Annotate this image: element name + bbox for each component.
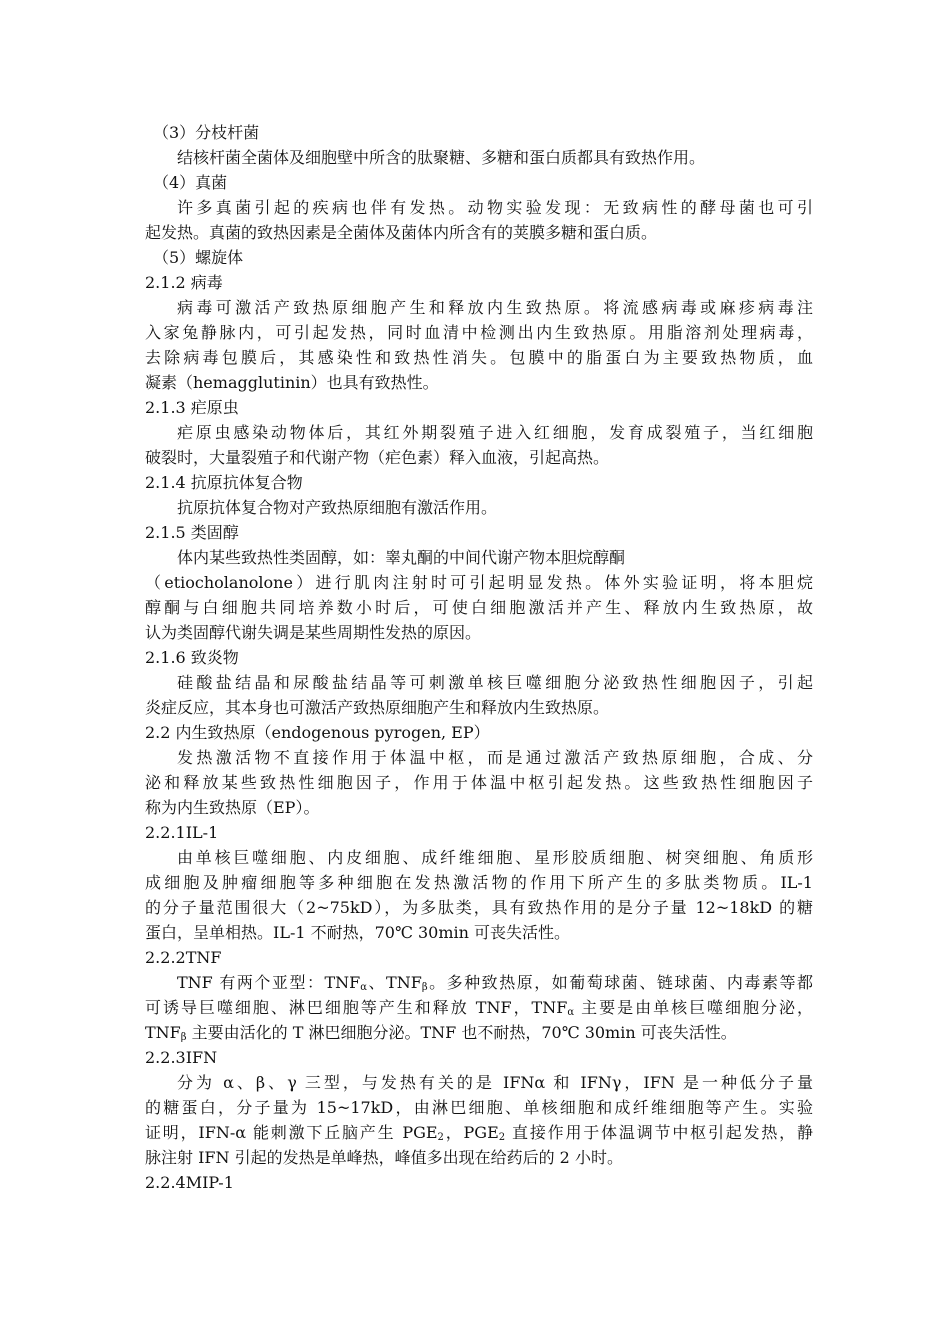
- text-line: 2.2.3IFN: [145, 1048, 218, 1067]
- text-line: 许多真菌引起的疾病也伴有发热。动物实验发现：无致病性的酵母菌也可引: [177, 198, 813, 217]
- subscript: 2: [437, 1132, 444, 1143]
- subscript: 2: [498, 1132, 506, 1143]
- text-line: 的糖蛋白，分子量为 15~17kD，由淋巴细胞、单核细胞和成纤维细胞等产生。实验: [145, 1098, 813, 1117]
- text-line: 2.2.1IL-1: [145, 823, 219, 842]
- text-line: [145, 1020, 813, 1045]
- text-span: 直接作用于体温调节中枢引起发热，静: [505, 1123, 813, 1142]
- subscript: α: [360, 982, 368, 993]
- text-line: 炎症反应，其本身也可激活产致热原细胞产生和释放内生致热原。: [145, 698, 610, 717]
- subscript: β: [421, 982, 428, 993]
- text-line: 2.1.4 抗原抗体复合物: [145, 473, 303, 492]
- text-line: 发热激活物不直接作用于体温中枢，而是通过激活产致热原细胞，合成、分: [177, 748, 813, 767]
- text-line: 破裂时，大量裂殖子和代谢产物（疟色素）释入血液，引起高热。: [145, 448, 610, 467]
- text-line: 称为内生致热原（EP）。: [145, 798, 320, 817]
- text-span: TNF 有两个亚型：TNF: [177, 973, 361, 992]
- text-span: 、TNF: [367, 973, 422, 992]
- text-span: 主要是由单核巨噬细胞分泌，: [574, 998, 813, 1017]
- text-span: ，PGE: [443, 1123, 499, 1142]
- text-line: 2.2.4MIP-1: [145, 1173, 234, 1192]
- text-block-tnf: [145, 970, 813, 1045]
- text-line: 体内某些致热性类固醇，如：睾丸酮的中间代谢产物本胆烷醇酮: [177, 548, 626, 567]
- text-line: 成细胞及肿瘤细胞等多种细胞在发热激活物的作用下所产生的多肽类物质。IL-1: [145, 873, 813, 892]
- text-line: （4）真菌: [153, 173, 228, 192]
- text-line: 醇酮与白细胞共同培养数小时后，可使白细胞激活并产生、释放内生致热原，故: [145, 598, 813, 617]
- text-span: 。多种致热原，如葡萄球菌、链球菌、内毒素等都: [427, 973, 813, 992]
- document-page: [145, 120, 813, 1195]
- text-line: （3）分枝杆菌: [153, 123, 260, 142]
- text-block-pge: [145, 1120, 813, 1145]
- text-line: 2.1.2 病毒: [145, 273, 223, 292]
- text-line: 2.1.6 致炎物: [145, 648, 239, 667]
- text-span: TNF: [145, 1023, 181, 1042]
- subscript: α: [567, 1007, 575, 1018]
- text-line: 2.1.5 类固醇: [145, 523, 239, 542]
- text-span: 主要由活化的 T 淋巴细胞分泌。TNF 也不耐热，70℃ 30min 可丧失活性。: [186, 1023, 737, 1042]
- text-line: 抗原抗体复合物对产致热原细胞有激活作用。: [177, 498, 498, 517]
- text-line: 2.1.3 疟原虫: [145, 398, 239, 417]
- text-span: 可诱导巨噬细胞、淋巴细胞等产生和释放 TNF，TNF: [145, 998, 568, 1017]
- text-line: 2.2 内生致热原（endogenous pyrogen, EP）: [145, 723, 490, 742]
- subscript: β: [180, 1032, 187, 1043]
- text-line: 泌和释放某些致热性细胞因子，作用于体温中枢引起发热。这些致热性细胞因子: [145, 773, 813, 792]
- text-line: [145, 995, 813, 1020]
- text-line: 疟原虫感染动物体后，其红外期裂殖子进入红细胞，发育成裂殖子，当红细胞: [177, 423, 813, 442]
- text-line: 凝素（hemagglutinin）也具有致热性。: [145, 373, 439, 392]
- text-line: 病毒可激活产致热原细胞产生和释放内生致热原。将流感病毒或麻疹病毒注: [177, 298, 813, 317]
- text-line: 由单核巨噬细胞、内皮细胞、成纤维细胞、星形胶质细胞、树突细胞、角质形: [177, 848, 813, 867]
- text-line: 蛋白，呈单相热。IL-1 不耐热，70℃ 30min 可丧失活性。: [145, 923, 571, 942]
- text-block-3: [145, 1145, 813, 1195]
- text-line: 认为类固醇代谢失调是某些周期性发热的原因。: [145, 623, 482, 642]
- text-span: 证明，IFN-α 能刺激下丘脑产生 PGE: [145, 1123, 438, 1142]
- text-block-2: [145, 1045, 813, 1120]
- text-line: （etiocholanolone）进行肌肉注射时可引起明显发热。体外实验证明，将本胆烷: [145, 573, 813, 592]
- text-block-1: [145, 120, 813, 970]
- text-line: [145, 1120, 813, 1145]
- text-line: [145, 970, 813, 995]
- text-line: 的分子量范围很大（2~75kD），为多肽类，具有致热作用的是分子量 12~18kD 的糖: [145, 898, 813, 917]
- text-line: 去除病毒包膜后，其感染性和致热性消失。包膜中的脂蛋白为主要致热物质，血: [145, 348, 813, 367]
- text-line: （5）螺旋体: [153, 248, 244, 267]
- text-line: 入家兔静脉内，可引起发热，同时血清中检测出内生致热原。用脂溶剂处理病毒，: [145, 323, 813, 342]
- text-line: 2.2.2TNF: [145, 948, 222, 967]
- text-line: 起发热。真菌的致热因素是全菌体及菌体内所含有的荚膜多糖和蛋白质。: [145, 223, 658, 242]
- text-line: 硅酸盐结晶和尿酸盐结晶等可刺激单核巨噬细胞分泌致热性细胞因子，引起: [177, 673, 813, 692]
- text-line: 结核杆菌全菌体及细胞壁中所含的肽聚糖、多糖和蛋白质都具有致热作用。: [177, 148, 706, 167]
- text-line: 脉注射 IFN 引起的发热是单峰热，峰值多出现在给药后的 2 小时。: [145, 1148, 623, 1167]
- text-line: 分为 α、β、γ 三型，与发热有关的是 IFNα 和 IFNγ，IFN 是一种低分子量: [177, 1073, 813, 1092]
